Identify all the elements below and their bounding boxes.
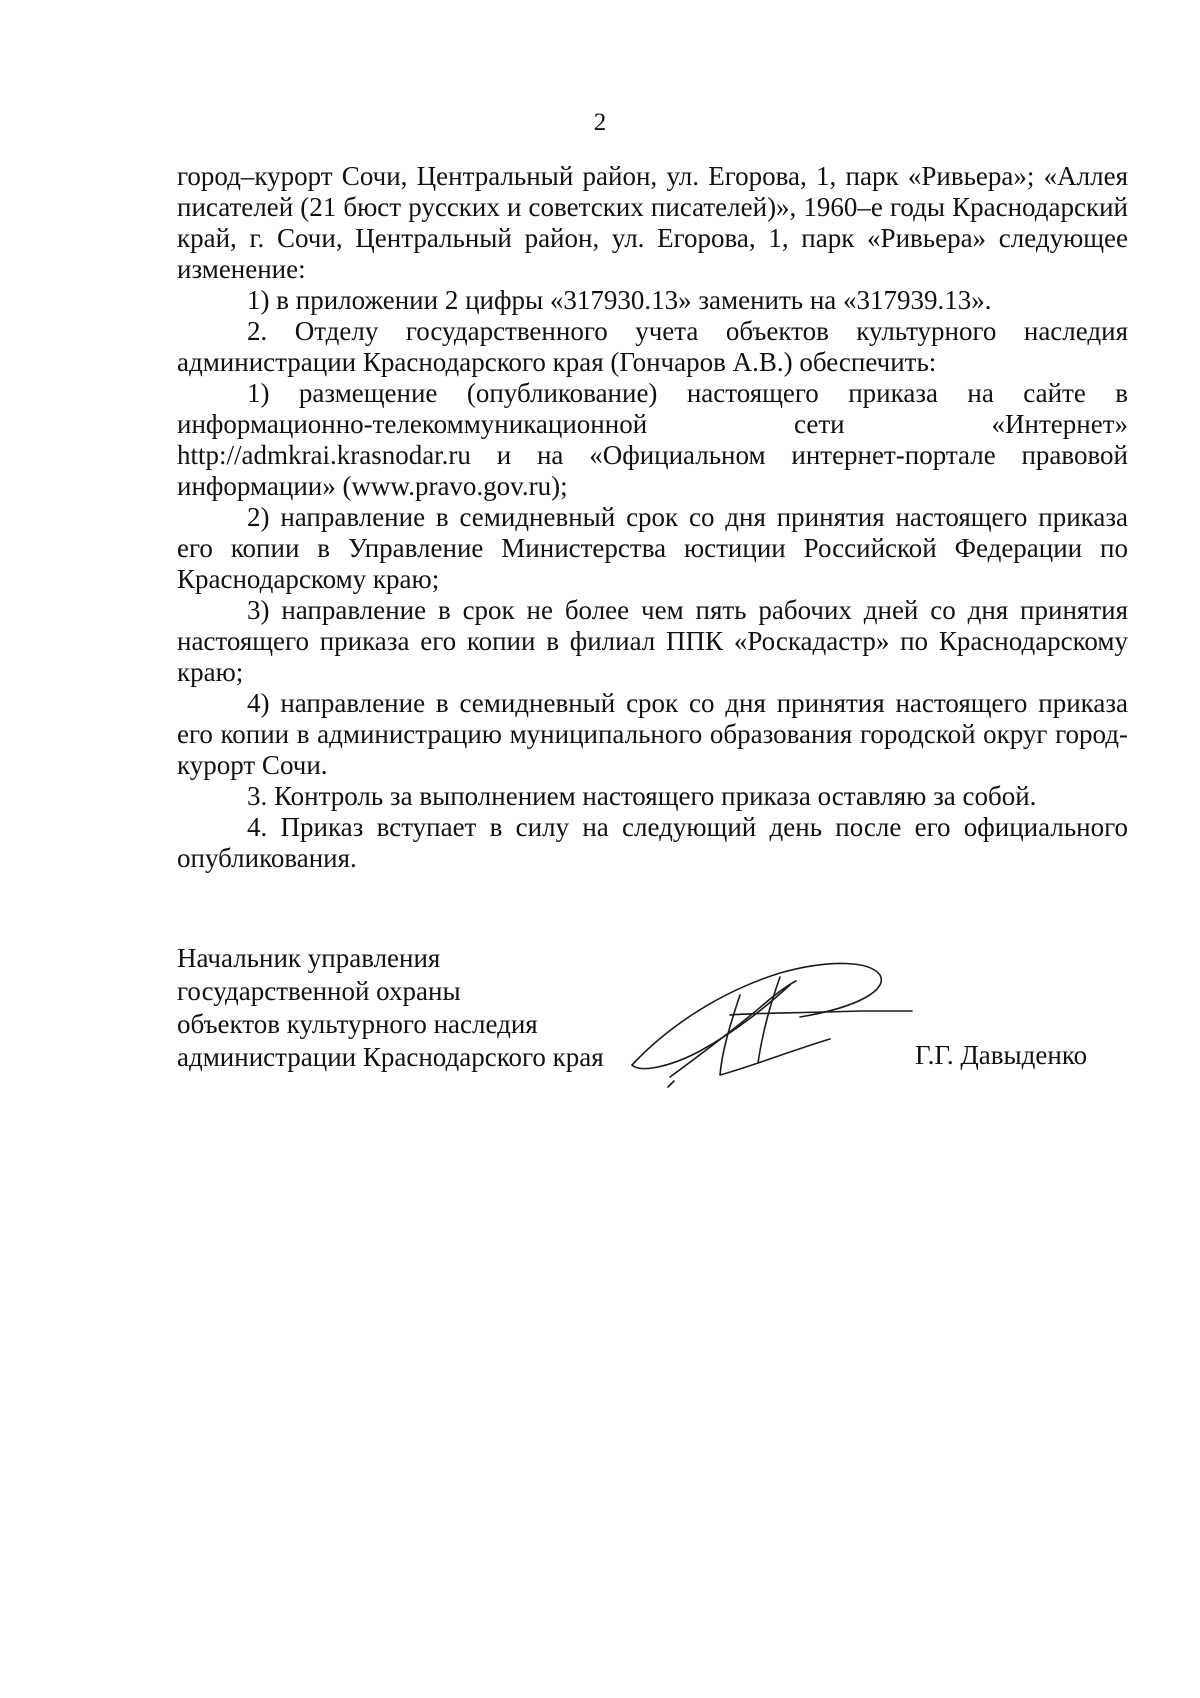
signer-position-line: государственной охраны	[177, 976, 461, 1006]
signer-position	[177, 942, 604, 1074]
signer-position-line: администрации Краснодарского края	[177, 1042, 604, 1072]
handwritten-signature	[630, 955, 915, 1095]
paragraph-subitem-3-roskadastr: 3) направление в срок не более чем пять рабочих дней со дня принятия настоящего приказа его копии в филиал ППК «Роскадастр» по Краснодарскому краю;	[177, 595, 1128, 687]
signer-position-line: Начальник управления	[177, 943, 441, 973]
paragraph-item-2: 2. Отделу государственного учета объектов культурного наследия администрации Краснодарского края (Гончаров А.В.) обеспечить:	[177, 316, 1128, 377]
paragraph-subitem-1-publication: 1) размещение (опубликование) настоящего приказа на сайте в информационно-телекоммуникационной сети «Интернет» http://admkrai.krasnodar.ru и на «Официальном интернет-портале правовой информации» (www.pravo.gov.ru);	[177, 378, 1128, 501]
paragraph-subitem-4-sochi-administration: 4) направление в семидневный срок со дня принятия настоящего приказа его копии в администрацию муниципального образования городской округ город-курорт Сочи.	[177, 688, 1128, 780]
paragraph-item-3-control: 3. Контроль за выполнением настоящего приказа оставляю за собой.	[247, 781, 1037, 811]
paragraph-object-address: город–курорт Сочи, Центральный район, ул. Егорова, 1, парк «Ривьера»; «Аллея писателей (21 бюст русских и советских писателей)», 1960–е годы Краснодарский край, г. Сочи, Центральный район, ул. Егорова, 1, парк «Ривьера» следующее изменение:	[177, 161, 1128, 284]
signer-name: Г.Г. Давыденко	[915, 1040, 1088, 1070]
page-number: 2	[593, 109, 607, 136]
paragraph-item-4-effective-date: 4. Приказ вступает в силу на следующий день после его официального опубликования.	[177, 812, 1128, 873]
paragraph-subitem-2-ministry-justice: 2) направление в семидневный срок со дня принятия настоящего приказа его копии в Управление Министерства юстиции Российской Федерации по Краснодарскому краю;	[177, 502, 1128, 594]
document-body	[177, 161, 1128, 874]
paragraph-change-item-1: 1) в приложении 2 цифры «317930.13» заменить на «317939.13».	[247, 285, 992, 315]
signer-position-line: объектов культурного наследия	[177, 1009, 538, 1039]
